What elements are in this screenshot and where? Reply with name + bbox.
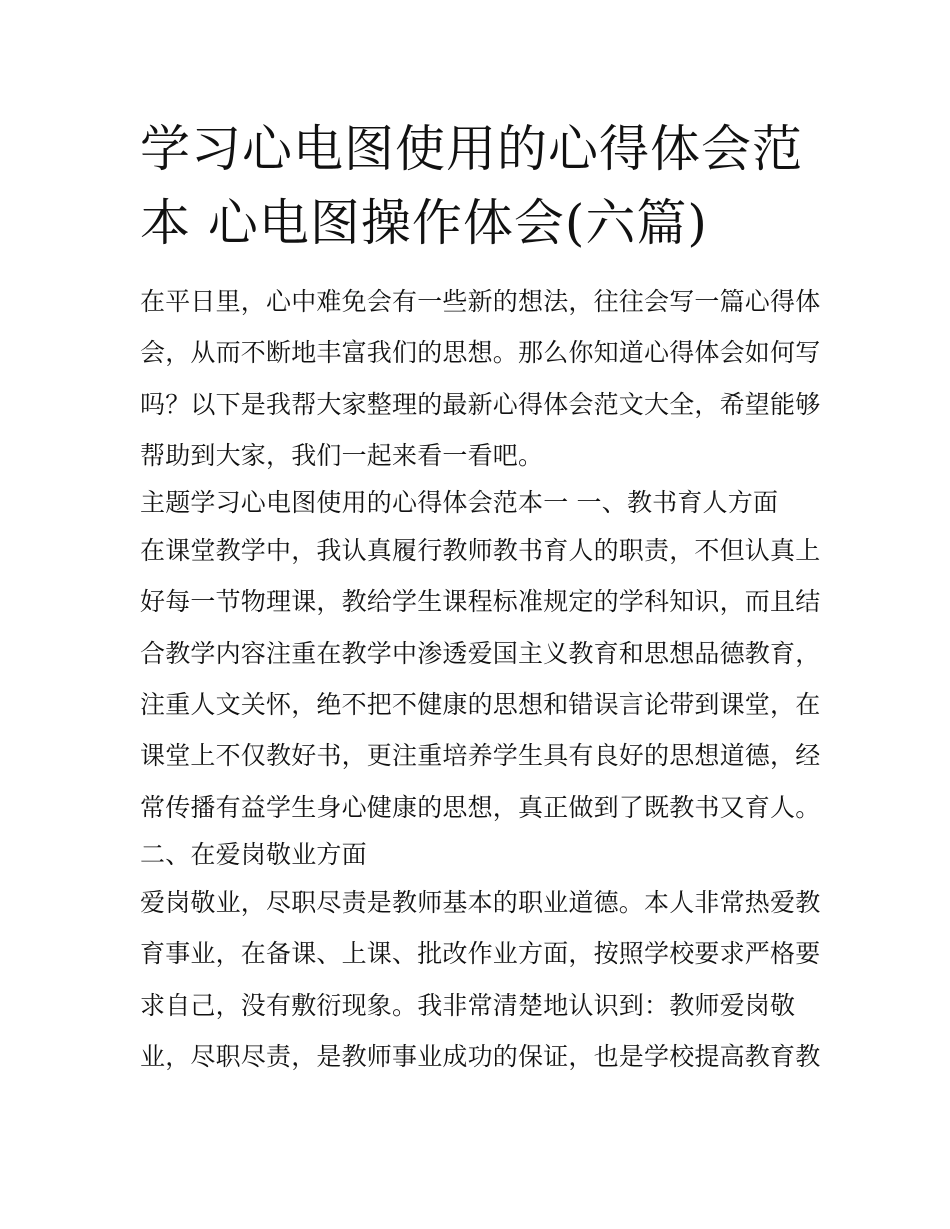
paragraph-line: 好每一节物理课，教给学生课程标准规定的学科知识，而且结	[140, 587, 821, 617]
paragraph-line: 吗？以下是我帮大家整理的最新心得体会范文大全，希望能够	[140, 389, 821, 419]
paragraph-line: 业，尽职尽责，是教师事业成功的保证，也是学校提高教育教	[140, 1041, 821, 1071]
paragraph-line: 注重人文关怀，绝不把不健康的思想和错误言论带到课堂，在	[140, 690, 821, 720]
paragraph-line: 爱岗敬业，尽职尽责是教师基本的职业道德。本人非常热爱教	[140, 887, 821, 917]
paragraph-line: 会，从而不断地丰富我们的思想。那么你知道心得体会如何写	[140, 338, 821, 368]
section2-paragraph	[140, 877, 820, 1082]
section1-paragraph	[140, 525, 820, 833]
paragraph-line: 求自己，没有敷衍现象。我非常清楚地认识到：教师爱岗敬	[140, 990, 796, 1020]
section-heading: 二、在爱岗敬业方面	[140, 839, 367, 869]
paragraph-line: 常传播有益学生身心健康的思想，真正做到了既教书又育人。	[140, 792, 821, 822]
title-line: 学习心电图使用的心得体会范	[140, 120, 803, 178]
paragraph-line: 合教学内容注重在教学中渗透爱国主义教育和思想品德教育，	[140, 638, 821, 668]
paragraph-line: 育事业，在备课、上课、批改作业方面，按照学校要求严格要	[140, 939, 821, 969]
document-body	[140, 276, 820, 1082]
document-title	[140, 112, 820, 260]
paragraph-line: 在平日里，心中难免会有一些新的想法，往往会写一篇心得体	[140, 287, 821, 316]
paragraph-line: 课堂上不仅教好书，更注重培养学生具有良好的思想道德，经	[140, 741, 821, 771]
title-line: 本 心电图操作体会(六篇)	[140, 194, 708, 252]
paragraph-line: 帮助到大家，我们一起来看一看吧。	[140, 440, 544, 470]
paragraph-line: 在课堂教学中，我认真履行教师教书育人的职责，不但认真上	[140, 536, 821, 566]
intro-paragraph	[140, 276, 820, 481]
section-heading: 主题学习心电图使用的心得体会范本一 一、教书育人方面	[140, 488, 779, 518]
